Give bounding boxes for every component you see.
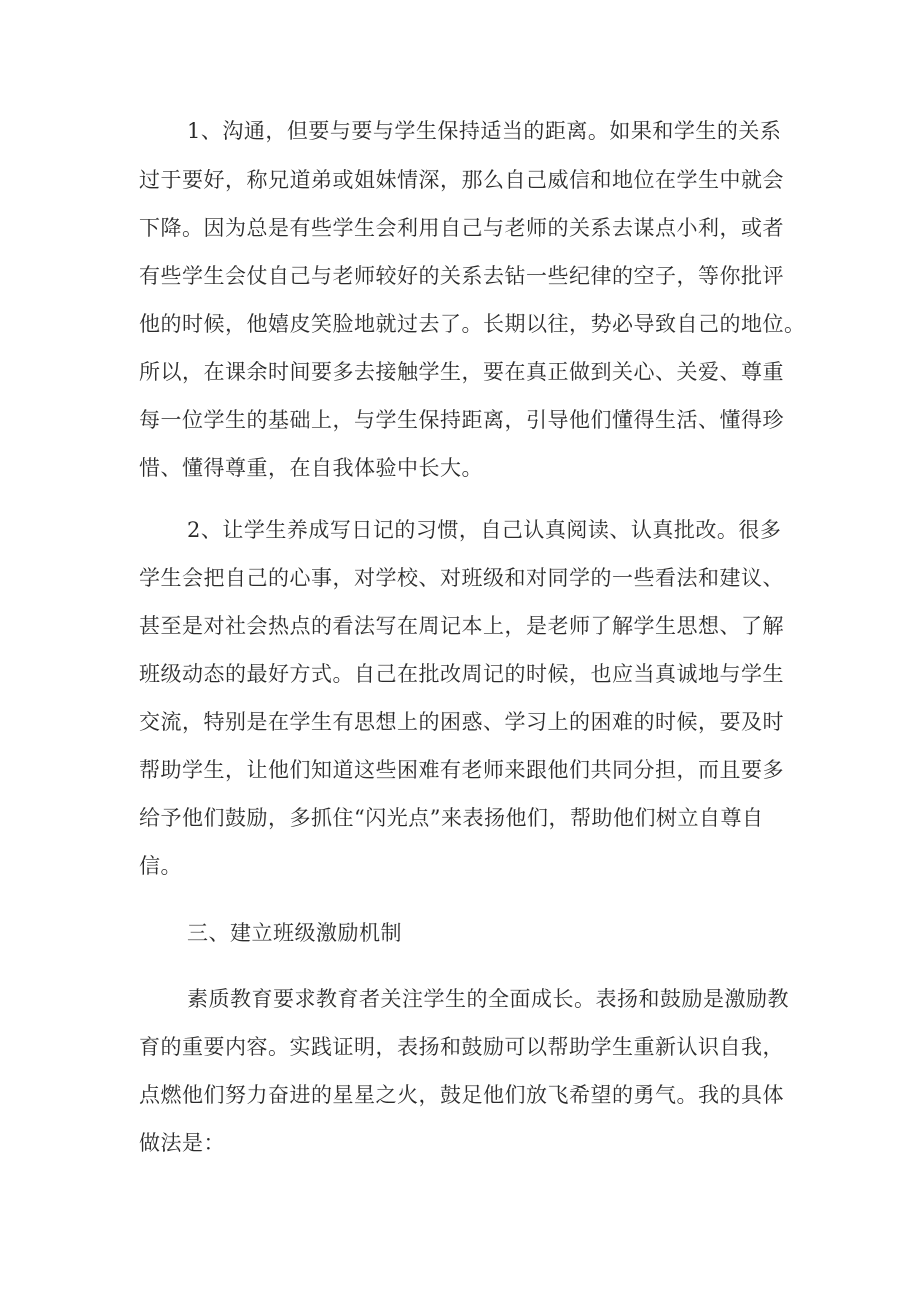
para-2-line-6: 帮助学生，让他们知道这些困难有老师来跟他们共同分担，而且要多 — [139, 758, 784, 782]
para-2-line-1: 2、让学生养成写日记的习惯，自己认真阅读、认真批改。很多 — [187, 518, 782, 542]
para-2-line-5: 交流，特别是在学生有思想上的困惑、学习上的困难的时候，要及时 — [139, 710, 784, 734]
para-1-line-7: 每一位学生的基础上，与学生保持距离，引导他们懂得生活、懂得珍 — [139, 408, 784, 432]
para-3-line-4: 做法是： — [139, 1131, 225, 1155]
para-1-line-8: 惜、懂得尊重，在自我体验中长大。 — [139, 456, 483, 480]
para-1-line-1: 1、沟通，但要与要与学生保持适当的距离。如果和学生的关系 — [187, 119, 782, 143]
para-3-line-3: 点燃他们努力奋进的星星之火，鼓足他们放飞希望的勇气。我的具体 — [139, 1083, 784, 1107]
para-2-line-2: 学生会把自己的心事，对学校、对班级和对同学的一些看法和建议、 — [139, 566, 784, 590]
para-2-line-3: 甚至是对社会热点的看法写在周记本上，是老师了解学生思想、了解 — [139, 614, 784, 638]
para-3-line-1: 素质教育要求教育者关注学生的全面成长。表扬和鼓励是激励教 — [187, 987, 789, 1011]
para-1-line-3: 下降。因为总是有些学生会利用自己与老师的关系去谋点小利，或者 — [139, 216, 784, 240]
para-1-line-2: 过于要好，称兄道弟或姐妹情深，那么自己威信和地位在学生中就会 — [139, 168, 784, 192]
para-1-line-4: 有些学生会仗自己与老师较好的关系去钻一些纪律的空子，等你批评 — [139, 264, 784, 288]
para-1-line-5: 他的时候，他嬉皮笑脸地就过去了。长期以往，势必导致自己的地位。 — [139, 312, 806, 336]
para-3-line-2: 育的重要内容。实践证明，表扬和鼓励可以帮助学生重新认识自我， — [139, 1035, 784, 1059]
para-1-line-6: 所以，在课余时间要多去接触学生，要在真正做到关心、关爱、尊重 — [139, 360, 784, 384]
section-heading: 三、建立班级激励机制 — [187, 921, 402, 945]
para-2-line-8: 信。 — [139, 854, 182, 878]
para-2-line-7: 给予他们鼓励，多抓住“闪光点”来表扬他们，帮助他们树立自尊自 — [139, 806, 764, 830]
para-2-line-4: 班级动态的最好方式。自己在批改周记的时候，也应当真诚地与学生 — [139, 662, 784, 686]
